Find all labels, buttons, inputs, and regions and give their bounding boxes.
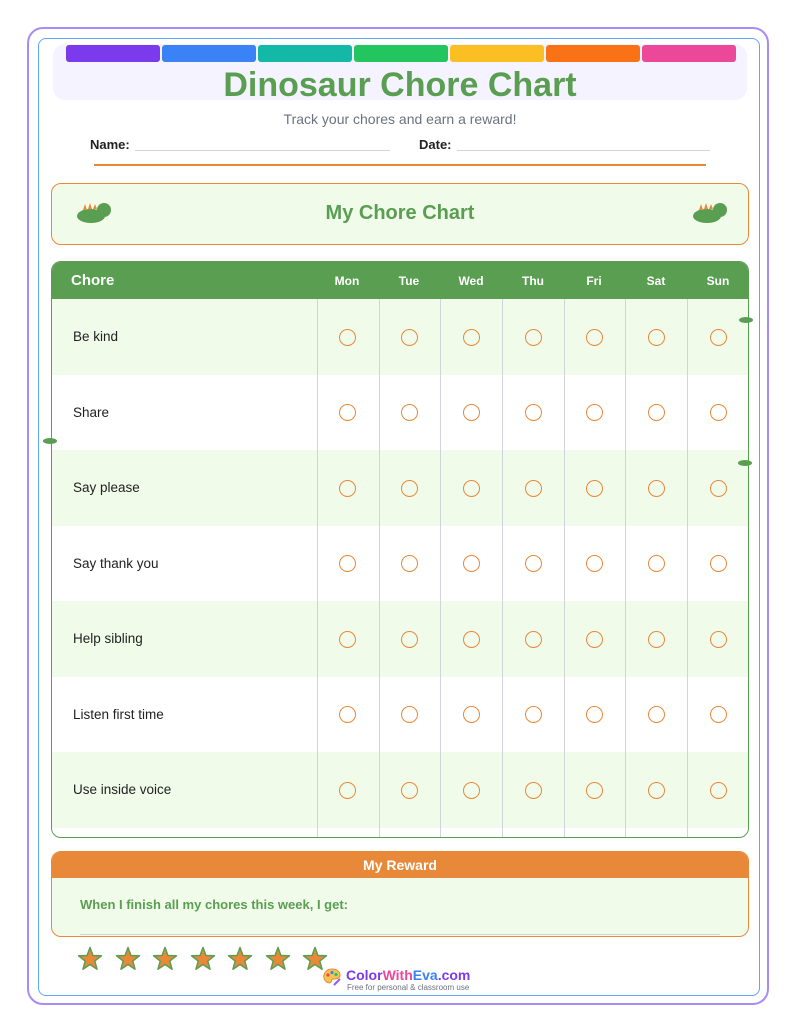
checkbox-sun[interactable] xyxy=(710,555,727,572)
checkbox-mon[interactable] xyxy=(339,555,356,572)
checkbox-fri[interactable] xyxy=(586,329,603,346)
checkbox-sat[interactable] xyxy=(648,782,665,799)
checkbox-thu[interactable] xyxy=(525,555,542,572)
checkbox-sun[interactable] xyxy=(710,631,727,648)
rainbow-segment xyxy=(642,45,736,62)
column-divider xyxy=(564,299,565,838)
table-row xyxy=(52,450,748,526)
star-icon xyxy=(227,946,253,972)
table-row xyxy=(52,375,748,451)
day-header-tue: Tue xyxy=(398,274,420,288)
checkbox-mon[interactable] xyxy=(339,706,356,723)
date-field[interactable] xyxy=(457,150,710,151)
dinosaur-icon xyxy=(692,200,730,226)
checkbox-mon[interactable] xyxy=(339,480,356,497)
page-title: Dinosaur Chore Chart xyxy=(223,66,577,104)
table-row xyxy=(52,677,748,753)
reward-box xyxy=(51,851,749,937)
rainbow-segment xyxy=(162,45,256,62)
checkbox-fri[interactable] xyxy=(586,480,603,497)
column-divider xyxy=(625,299,626,838)
rainbow-segment xyxy=(66,45,160,62)
star-icon xyxy=(115,946,141,972)
checkbox-fri[interactable] xyxy=(586,706,603,723)
reward-input-line[interactable] xyxy=(80,934,720,935)
chore-label: Help sibling xyxy=(73,631,143,646)
checkbox-tue[interactable] xyxy=(401,404,418,421)
checkbox-sat[interactable] xyxy=(648,706,665,723)
checkbox-sat[interactable] xyxy=(648,555,665,572)
star-icon xyxy=(190,946,216,972)
checkbox-sat[interactable] xyxy=(648,404,665,421)
checkbox-thu[interactable] xyxy=(525,706,542,723)
checkbox-wed[interactable] xyxy=(463,480,480,497)
day-header-sun: Sun xyxy=(706,274,730,288)
rainbow-segment xyxy=(546,45,640,62)
rainbow-segment xyxy=(258,45,352,62)
checkbox-mon[interactable] xyxy=(339,782,356,799)
date-label: Date: xyxy=(419,137,452,152)
checkbox-thu[interactable] xyxy=(525,329,542,346)
checkbox-wed[interactable] xyxy=(463,555,480,572)
checkbox-tue[interactable] xyxy=(401,706,418,723)
table-row xyxy=(52,601,748,677)
chore-column-header: Chore xyxy=(71,272,115,289)
brand-name-part: With xyxy=(382,967,413,983)
day-header-wed: Wed xyxy=(458,274,484,288)
checkbox-mon[interactable] xyxy=(339,631,356,648)
brand-name[interactable] xyxy=(346,967,470,983)
day-header-fri: Fri xyxy=(586,274,602,288)
column-divider xyxy=(317,299,318,838)
checkbox-fri[interactable] xyxy=(586,631,603,648)
brand-name-part: Color xyxy=(346,967,383,983)
chore-label: Say thank you xyxy=(73,555,159,571)
rainbow-segment xyxy=(354,45,448,62)
checkbox-wed[interactable] xyxy=(463,631,480,648)
leaf-icon xyxy=(42,437,58,445)
leaf-icon xyxy=(738,316,754,324)
table-row xyxy=(52,299,748,375)
checkbox-thu[interactable] xyxy=(525,480,542,497)
name-field[interactable] xyxy=(135,150,390,151)
reward-heading: My Reward xyxy=(52,852,748,878)
checkbox-tue[interactable] xyxy=(401,782,418,799)
table-row xyxy=(52,752,748,828)
checkbox-mon[interactable] xyxy=(339,329,356,346)
chore-label: Share xyxy=(73,404,110,420)
name-label: Name: xyxy=(90,137,130,152)
chore-table xyxy=(51,261,749,838)
checkbox-sat[interactable] xyxy=(648,329,665,346)
chore-label: Use inside voice xyxy=(73,782,172,797)
checkbox-thu[interactable] xyxy=(525,631,542,648)
checkbox-fri[interactable] xyxy=(586,782,603,799)
column-divider xyxy=(379,299,380,838)
checkbox-wed[interactable] xyxy=(463,329,480,346)
reward-prompt: When I finish all my chores this week, I get: xyxy=(80,897,349,912)
brand-name-part: Eva xyxy=(412,967,438,983)
checkbox-sat[interactable] xyxy=(648,631,665,648)
day-header-sat: Sat xyxy=(646,274,666,288)
checkbox-mon[interactable] xyxy=(339,404,356,421)
checkbox-sun[interactable] xyxy=(710,404,727,421)
checkbox-tue[interactable] xyxy=(401,329,418,346)
checkbox-sun[interactable] xyxy=(710,329,727,346)
checkbox-wed[interactable] xyxy=(463,782,480,799)
table-header xyxy=(52,262,748,299)
table-row xyxy=(52,526,748,602)
rainbow-segment xyxy=(450,45,544,62)
checkbox-sun[interactable] xyxy=(710,480,727,497)
checkbox-fri[interactable] xyxy=(586,555,603,572)
column-divider xyxy=(687,299,688,838)
checkbox-tue[interactable] xyxy=(401,555,418,572)
chart-banner xyxy=(51,183,749,245)
star-icon xyxy=(152,946,178,972)
column-divider xyxy=(502,299,503,838)
checkbox-sun[interactable] xyxy=(710,706,727,723)
checkbox-wed[interactable] xyxy=(463,404,480,421)
brand-tagline: Free for personal & classroom use xyxy=(347,983,470,992)
checkbox-tue[interactable] xyxy=(401,631,418,648)
chore-label: Listen first time xyxy=(73,706,164,722)
column-divider xyxy=(440,299,441,838)
chore-label: Say please xyxy=(73,480,140,495)
star-icon xyxy=(77,946,103,972)
checkbox-sat[interactable] xyxy=(648,480,665,497)
checkbox-sun[interactable] xyxy=(710,782,727,799)
checkbox-thu[interactable] xyxy=(525,782,542,799)
day-header-thu: Thu xyxy=(522,274,544,288)
checkbox-tue[interactable] xyxy=(401,480,418,497)
page-subtitle: Track your chores and earn a reward! xyxy=(283,111,517,127)
chore-label: Be kind xyxy=(73,329,119,344)
banner-title: My Chore Chart xyxy=(325,202,475,224)
brand-name-part: .com xyxy=(437,967,471,983)
rainbow-bar xyxy=(66,45,736,62)
palette-icon xyxy=(322,967,342,987)
day-header-mon: Mon xyxy=(334,274,360,288)
star-icon xyxy=(265,946,291,972)
checkbox-fri[interactable] xyxy=(586,404,603,421)
checkbox-thu[interactable] xyxy=(525,404,542,421)
leaf-icon xyxy=(737,459,753,467)
checkbox-wed[interactable] xyxy=(463,706,480,723)
header-divider xyxy=(94,164,706,166)
